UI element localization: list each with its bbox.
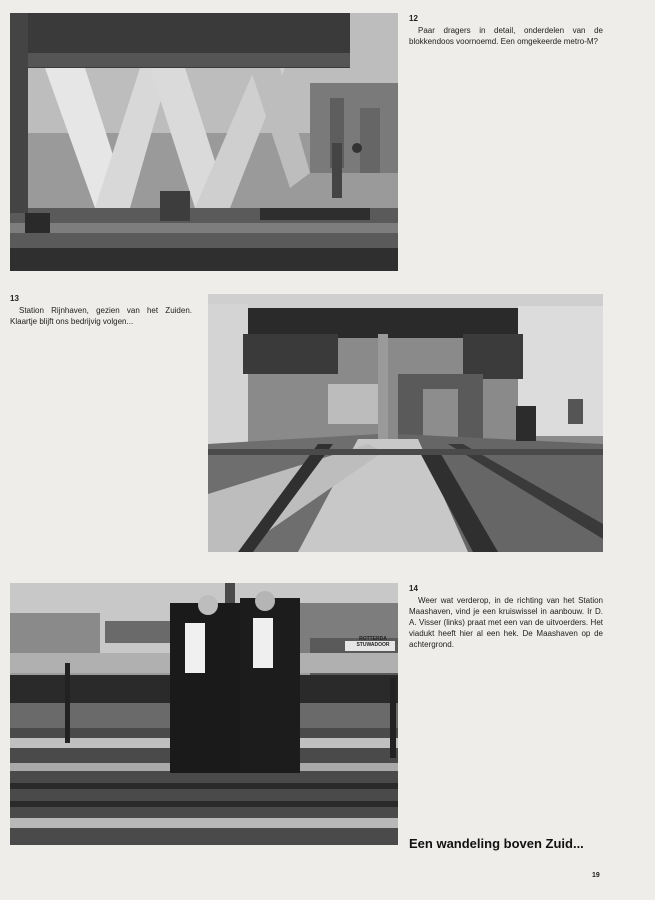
sign-text: ROTTERDA STUWADOOR xyxy=(356,636,390,648)
photo-12 xyxy=(10,13,398,271)
caption-number: 14 xyxy=(409,584,418,593)
page-number: 19 xyxy=(592,872,600,879)
caption-text: Weer wat verderop, in de richting van het Station Maashaven, vind je een kruiswissel in aanbouw. Ir D. A. Visser (links) praat met een van de uitvoerders. Het viadukt heeft hier al een hek. De Maashaven op de achtergrond. xyxy=(409,596,603,649)
photo-14 xyxy=(10,583,398,845)
caption-text: Station Rijnhaven, gezien van het Zuiden. Klaartje blijft ons bedrijvig volgen... xyxy=(10,306,192,326)
caption-number: 13 xyxy=(10,294,19,303)
photo-13 xyxy=(208,294,603,552)
caption-14 xyxy=(409,583,603,650)
caption-text: Paar dragers in detail, onderdelen van de blokkendoos voornoemd. Een omgekeerde metro-M? xyxy=(409,26,603,46)
caption-12 xyxy=(409,13,603,47)
caption-number: 12 xyxy=(409,14,418,23)
page-title: Een wandeling boven Zuid... xyxy=(409,836,584,851)
caption-13 xyxy=(10,293,192,327)
